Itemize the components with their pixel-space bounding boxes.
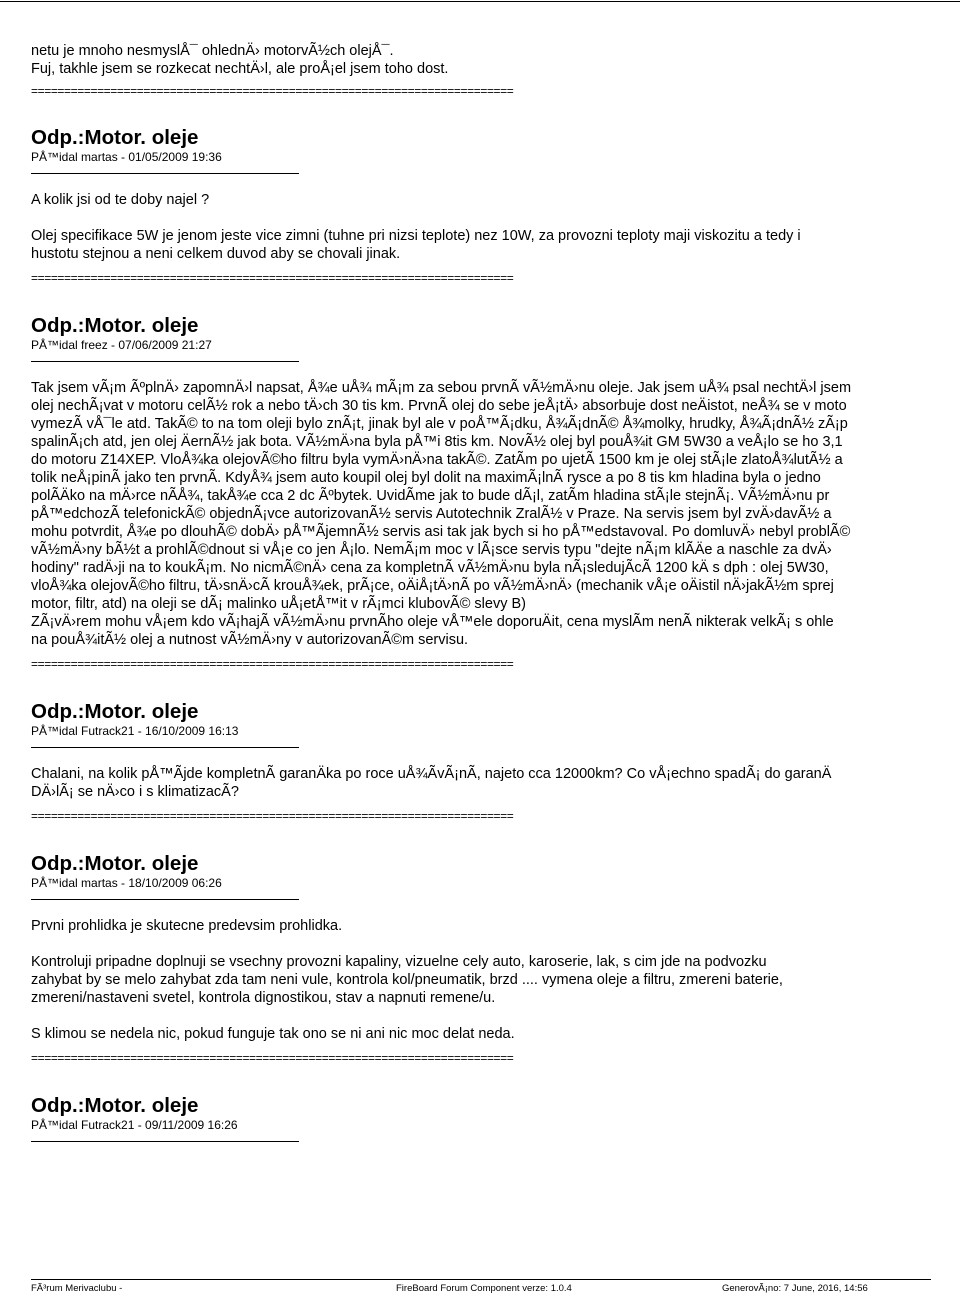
- post-meta: PÅ™idal martas - 01/05/2009 19:36: [31, 150, 222, 164]
- post-body: [31, 765, 960, 801]
- post-line: Chalani, na kolik pÅ™Ãjde kompletnÃ garanÄka po roce uÅ¾ÃvÃ¡nÃ, najeto cca 12000km? Co vÅ¡echno spadÃ¡ do garanÄ: [31, 766, 832, 782]
- post-line: S klimou se nedela nic, pokud funguje tak ono se ni ani nic moc delat neda.: [31, 1026, 515, 1042]
- intro-text: [31, 42, 960, 78]
- post-line: vÃ½mÄ›ny bÃ½t a prohlÃ©dnout si vÅ¡e co jen Å¡lo. NemÃ¡m moc v lÃ¡sce servis typu "dejte nÃ¡m klÃÄe a naschle za dvÄ›: [31, 542, 832, 558]
- post-title: Odp.:Motor. oleje: [31, 700, 199, 723]
- post-line: olej nechÃ¡vat v motoru celÃ½ rok a nebo tÄ›ch 30 tis km. PrvnÃ olej do sebe jeÅ¡tÄ› absorbuje dost neÄistot, neÅ¾ se v moto: [31, 398, 847, 414]
- post-line: Tak jsem vÃ¡m ÃºplnÄ› zapomnÄ›l napsat, Å¾e uÅ¾ mÃ¡m za sebou prvnÃ vÃ½mÄ›nu oleje. Jak jsem uÅ¾ psal nechtÄ›l jsem: [31, 380, 852, 396]
- forum-post: [31, 852, 960, 1065]
- post-line: mohu potvrdit, Å¾e po dlouhÃ© dobÄ› pÅ™ÃjemnÃ½ servis asi tak jak bych si ho pÅ™edstavoval. Po domluvÄ› nebyl problÃ©: [31, 524, 851, 540]
- footer-site-name: FÃ³rum Merivaclubu -: [31, 1283, 123, 1294]
- post-divider: [31, 899, 299, 900]
- post-divider: [31, 1141, 299, 1142]
- separator: =========================================================================: [31, 809, 514, 823]
- post-line: spalinÃ¡ch atd, jen olej ÄernÃ½ jak bota. VÃ½mÄ›na byla pÅ™i 8tis km. NovÃ½ olej byl pouÅ¾it GM 5W30 a veÅ¡lo se ho 3,1: [31, 434, 843, 450]
- post-line: ZÃ¡vÄ›rem mohu vÅ¡em kdo vÃ¡hajÃ vÃ½mÄ›nu prvnÃho oleje vÅ™ele doporuÄit, cena myslÃm nenÃ nikterak velkÃ¡ s ohle: [31, 614, 834, 630]
- post-line: pÅ™edchozÃ telefonickÃ© objednÃ¡vce autorizovanÃ½ servis Autotechnik ZralÃ½ v Praze. Na servis jsem byl zvÄ›davÃ½ a: [31, 506, 832, 522]
- post-line: na pouÅ¾itÃ½ olej a nutnost vÃ½mÄ›ny v autorizovanÃ©m servisu.: [31, 632, 469, 648]
- separator: =========================================================================: [31, 1051, 514, 1065]
- post-line: tolik neÅ¡pinÃ jako ten prvnÃ. KdyÅ¾ jsem auto koupil olej byl dolit na maximÃ¡lnÃ rysce a po 8 tis km hladina byla o jedno: [31, 470, 821, 486]
- post-line: Kontroluji pripadne doplnuji se vsechny provozni kapaliny, vizuelne cely auto, karoserie, lak, s cim jde na podvozku: [31, 954, 767, 970]
- footer-generated: GenerovÃ¡no: 7 June, 2016, 14:56: [722, 1283, 868, 1294]
- post-line: zahybat by se melo zahybat zda tam neni vule, kontrola kol/pneumatik, brzd .... vymena oleje a filtru, zmereni baterie,: [31, 972, 783, 988]
- post-title: Odp.:Motor. oleje: [31, 314, 199, 337]
- separator: =========================================================================: [31, 657, 514, 671]
- forum-post: [31, 126, 960, 285]
- footer-rule: [31, 1279, 931, 1280]
- post-body: [31, 917, 960, 1043]
- intro-line: Fuj, takhle jsem se rozkecat nechtÄ›l, ale proÅ¡el jsem toho dost.: [31, 61, 449, 77]
- post-meta: PÅ™idal Futrack21 - 16/10/2009 16:13: [31, 724, 239, 738]
- post-line: zmereni/nastaveni svetel, kontrola dignostikou, stav a napnuti remene/u.: [31, 990, 496, 1006]
- forum-post: [31, 700, 960, 823]
- post-line: hustotu stejnou a neni celkem duvod aby se chovali jinak.: [31, 246, 401, 262]
- post-title: Odp.:Motor. oleje: [31, 126, 199, 149]
- post-meta: PÅ™idal Futrack21 - 09/11/2009 16:26: [31, 1118, 238, 1132]
- document-body: [31, 42, 960, 1142]
- top-rule: [0, 1, 960, 2]
- post-line: A kolik jsi od te doby najel ?: [31, 192, 210, 208]
- forum-post: [31, 314, 960, 671]
- post-line: motor, filtr, atd) na oleji se dÃ¡ malinko uÅ¡etÅ™it v rÃ¡mci klubovÃ© slevy B): [31, 596, 526, 612]
- post-line: vloÅ¾ka olejovÃ©ho filtru, tÄ›snÄ›cÃ krouÅ¾ek, prÃ¡ce, oÄiÅ¡tÄ›nÃ po vÃ½mÄ›nÄ› (mechanik vÅ¡e oÄistil nÄ›jakÃ½m sprej: [31, 578, 834, 594]
- footer-component: FireBoard Forum Component verze: 1.0.4: [396, 1283, 572, 1294]
- post-title: Odp.:Motor. oleje: [31, 1094, 199, 1117]
- post-meta: PÅ™idal martas - 18/10/2009 06:26: [31, 876, 222, 890]
- post-line: hodiny" radÄ›ji na to koukÃ¡m. No nicmÃ©nÄ› cena za kompletnÃ vÃ½mÄ›nu byla nÃ¡sledujÃcÃ 1200 kÄ s dph : olej 5W30,: [31, 560, 829, 576]
- post-divider: [31, 747, 299, 748]
- post-divider: [31, 361, 299, 362]
- intro-line: netu je mnoho nesmyslÅ¯ ohlednÄ› motorvÃ½ch olejÅ¯.: [31, 43, 394, 59]
- post-title: Odp.:Motor. oleje: [31, 852, 199, 875]
- post-line: DÄ›lÃ¡ se nÄ›co i s klimatizacÃ?: [31, 784, 239, 800]
- separator: =========================================================================: [31, 271, 514, 285]
- post-line: vymezÃ vÅ¯le atd. TakÃ© to na tom oleji bylo znÃ¡t, jinak byl ale v poÅ™Ã¡dku, Å¾Ã¡dnÃ© Å¾molky, hrudky, Å¾Ã¡dnÃ½ zÃ¡p: [31, 416, 848, 432]
- post-line: Prvni prohlidka je skutecne predevsim prohlidka.: [31, 918, 343, 934]
- post-body: [31, 379, 960, 649]
- post-meta: PÅ™idal freez - 07/06/2009 21:27: [31, 338, 212, 352]
- post-line: do motoru Z14XEP. VloÅ¾ka olejovÃ©ho filtru byla vymÄ›nÄ›na takÃ©. ZatÃm po ujetÃ 1500 km je olej stÃ¡le zlatoÅ¾lutÃ½ a: [31, 452, 843, 468]
- post-line: polÃÄko na mÄ›rce nÃÅ¾, takÅ¾e cca 2 dc Ãºbytek. UvidÃme jak to bude dÃ¡l, zatÃm hladina stÃ¡le stejnÃ¡. VÃ½mÄ›nu pr: [31, 488, 830, 504]
- separator: =========================================================================: [31, 84, 514, 98]
- post-body: [31, 191, 960, 263]
- forum-post: [31, 1094, 960, 1142]
- post-divider: [31, 173, 299, 174]
- post-line: Olej specifikace 5W je jenom jeste vice zimni (tuhne pri nizsi teplote) nez 10W, za provozni teploty maji viskozitu a tedy i: [31, 228, 801, 244]
